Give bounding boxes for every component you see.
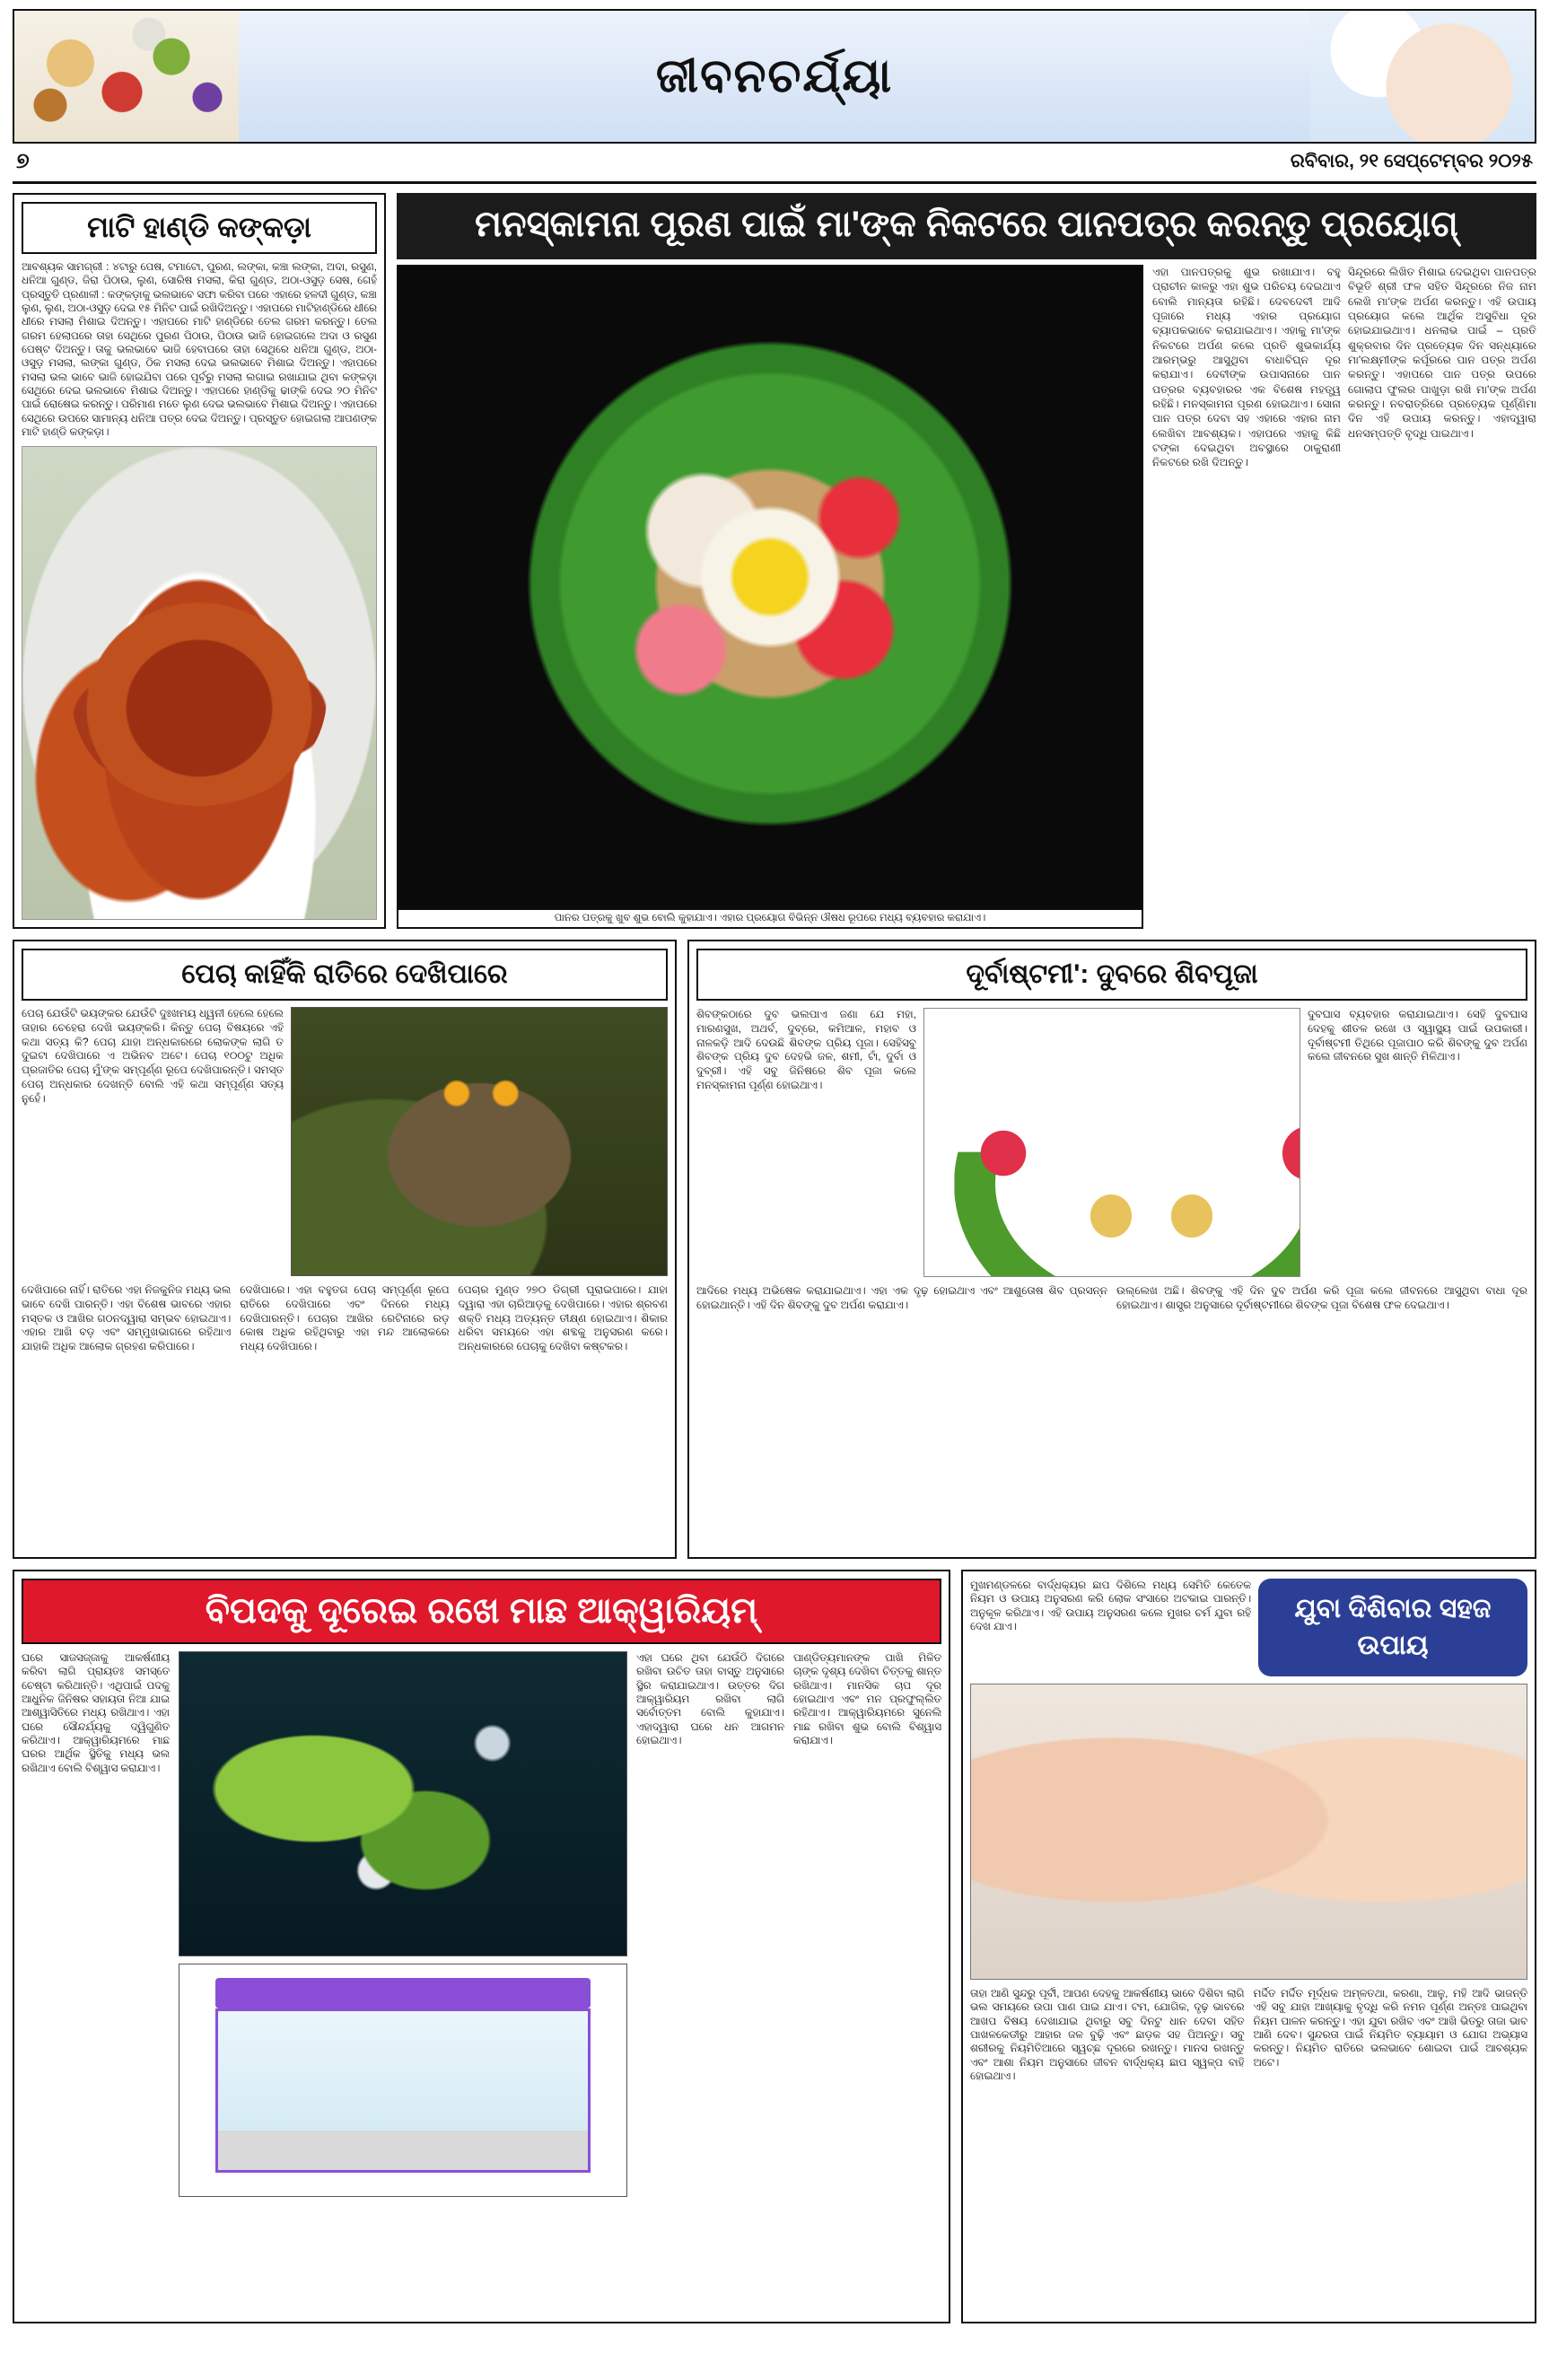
youth-article bbox=[961, 1570, 1536, 2323]
aquarium-headline: ବିପଦକୁ ଦୂରେଇ ରଖେ ମାଛ ଆକ୍ୱାରିୟମ୍ bbox=[22, 1579, 941, 1644]
shiva-body-col-1: ଶିବଙ୍କଠାରେ ଦୁବ ଭଲପାଏ ଜଣା ଯେ ମହା, ମାରଣସୁଖ, ଅଥର୍ବ, ଦୁବ୍ରେ, କମିଆଳ, ମହାବ ଓ ନାଳକଡ଼ି ଆଦି ଦେଉଛି ଶିବଙ୍କ ପ୍ରିୟ ପୂଜା। ସେହିସବୁ ଶିବଙ୍କ ପ୍ରିୟ ଦୁବ ଦେହଭି ଜଳ, ଶମୀ, ଟାଁ, ଦୁର୍ବା ଓ ଦୁବ୍ରୀ। ଏହି ସବୁ ଜିନିଷରେ ଶିବ ପୂଜା କଲେ ମନସ୍କାମନା ପୂର୍ଣ୍ଣ ହୋଇଥାଏ। bbox=[696, 1008, 916, 1092]
youth-body-top: ମୁଖମଣ୍ଡଳରେ ବାର୍ଦ୍ଧକ୍ୟର ଛାପ ଦିଶିଲେ ମଧ୍ୟ ସେମିତି କେତେକ ନିୟମ ଓ ଉପାୟ ଅନୁସରଣ କରି ଲୋକ ସଂସାରେ ଅଟକାଇ ପାରନ୍ତି। ଅନୁକୂଳ କରିଥାଏ। ଏହି ଉପାୟ ଅନୁସରଣ କଲେ ମୁଖର ଚର୍ମ ଯୁବା ରହି ଦେଖ ଯାଏ। bbox=[970, 1579, 1251, 1632]
owl-body-col-2: ଦେଖିପାରେ ନାହିଁ। ରାତିରେ ଏହା ନିଜକୁନିଜ ମଧ୍ୟ ଭଲ ଭାବେ ଦେଖି ପାରନ୍ତି। ଏହା ବିଶେଷ ଭାବରେ ଏହାର ମସ୍ତକ ଓ ଆଖିର ଗଠନଦ୍ୱାରା ସମ୍ଭବ ହୋଇଥାଏ। ଏହାର ଆଖି ବଡ଼ ଏବଂ ସମ୍ମୁଖଭାଗରେ ରହିଥାଏ ଯାହାକି ଅଧିକ ଆଲୋକ ଗ୍ରହଣ କରିପାରେ। bbox=[22, 1283, 232, 1353]
shiva-body-col-2: ଆଦିରେ ମଧ୍ୟ ଅଭିଷେକ କରାଯାଇଥାଏ। ଏହା ଏକ ଦୃଢ଼ ହୋଇଥାଏ ଏବଂ ଆଶୁତୋଷ ଶିବ ପ୍ରସନ୍ନ ହୋଇଥାନ୍ତି। ଏହି ଦିନ ଶିବଙ୍କୁ ଦୁବ ଅର୍ପଣ କରାଯାଏ। bbox=[696, 1284, 1107, 1311]
planted-aquarium-with-fish-photo bbox=[179, 1651, 627, 1956]
recipe-body: ଆବଶ୍ୟକ ସାମଗ୍ରୀ : ୪ଟାରୁ ପେଷ, ଟମାଟୋ, ପୁରଣ, ଲଙ୍କା, କଞ୍ଚା ଲଙ୍କା, ଅଦା, ରସୁଣ, ଧନିଆ ଗୁଣ୍ଡ, ଜିରା ପିଠାଉ, ଲୁଣ, ସୋରିଷ ମସଲା, କିରା ଗୁଣ୍ଡ, ଅଠା-ଓସୁଡ଼ ସେଷ, ଗେହଁ ପ୍ରସ୍ତୁତି ପ୍ରଣାଳୀ : କଙ୍କଡ଼ାକୁ ଭଲଭାବେ ସଫା କରିବା ପରେ ଏହାରେ ହଳଦୀ ଗୁଣ୍ଡ, କଞ୍ଚା ଲୁଣ, ଲୁଣ, ଅଠା-ଓସୁଡ଼ ଦେଇ ୧୫ ମିନିଟ ପାଇଁ ରଖିଦିଅନ୍ତୁ। ଏହାପରେ ମାଟିହାଣ୍ଡିରେ ଧୀରେ ଧୀରେ ମସଲା ମିଶାଇ ଦିଅନ୍ତୁ। ଏହାପରେ ମାଟି ହାଣ୍ଡିରେ ତେଲ ଗରମ କରନ୍ତୁ। ତେଲ ଗରମ ହେଲାପରେ ତାହା ସେଥିରେ ପୁରଣ ପିଠାଉ, ପିଠାଉ ଭାଜି ହୋଇଗଲେ ଅଦା ଓ ରସୁଣ ପେଷ୍ଟ ଦିଅନ୍ତୁ। ତାକୁ ଭଲଭାବେ ଭାଜି ହେବାପରେ ତାହା ସେଥିରେ ଧନିଆ ଗୁଣ୍ଡ, ଅଠା-ଓସୁଡ଼ ମସଲା, ଲଙ୍କା ଗୁଣ୍ଡ, ଠିକ ମସଲା ଦେଇ ଭଲଭାବେ ମିଶାଇ ଦିଅନ୍ତୁ। ଏହାପରେ ମସଲା ଭଲ ଭାବେ ଭାଜି ହୋଇଯିବା ପରେ ପୂର୍ବରୁ ମସଲା ଲଗାଇ ରଖାଯାଇ ଥିବା କଙ୍କଡ଼ା ସେଥିରେ ଦେଇ ଭଲଭାବେ ମିଶାଇ ଦିଅନ୍ତୁ। ଏହାପରେ ହାଣ୍ଡିକୁ ଢାଙ୍କି ଦେଇ ୨୦ ମିନିଟ ପାଇଁ ରୋଷେଇ କରନ୍ତୁ। ପରିମାଣ ମତେ ଲୁଣ ଦେଇ ଭଲଭାବେ ମିଶାଇ ଦିଅନ୍ତୁ। ଏହାପରେ ସେଥିରେ ଉପରେ ସାମାନ୍ୟ ଧନିଆ ପତ୍ର ଦେଇ ଦିଅନ୍ତୁ। ପ୍ରସ୍ତୁତ ହୋଇଗଲା ଆପଣଙ୍କ ମାଟି ହାଣ୍ଡି କଙ୍କଡ଼ା। bbox=[22, 260, 377, 438]
shiva-body-col-3: ଉଲ୍ଲେଖ ଅଛି। ଶିବଙ୍କୁ ଏହି ଦିନ ଦୁବ ଅର୍ପଣ କରି ପୂଜା କଲେ ଜୀବନରେ ଆସୁଥିବା ବାଧା ଦୂର ହୋଇଥାଏ। ଶାସ୍ତ୍ର ଅନୁସାରେ ଦୂର୍ବାଷ୍ଟମୀରେ ଶିବଙ୍କ ପୂଜା ବିଶେଷ ଫଳ ଦେଇଥାଏ। bbox=[1116, 1284, 1527, 1311]
masthead bbox=[13, 9, 1536, 144]
youth-body-col-1: ତାହା ଆଣି ସୁନ୍ଦରୁ ପୂର୍ବୀ, ଆପଣ ଦେହକୁ ଆକର୍ଷଣୀୟ ଭାବେ ଦିଶିବା ଲାଗି ଭଲ ସମୟରେ ଉପା ପାଣ ପାଇ ଯାଏ। ଟମ, ଯୋଗିକ, ଦୃଢ଼ ଭାବରେ ଆଖପ ବିଷୟ ଦେଖାଯାଇ ଥିବାରୁ ସବୁ ଦିନଟୁ ଧାନ ଦେବା ସହିତ ପାଖଳକେଡୀରୁ ଆହାର ଜଳ ବୁଢ଼ି ଏବଂ ଛାଡ଼କ ସହ ପିଅନ୍ତୁ। ସବୁ ଶରୀରକୁ ନିୟମିତିଆରେ ସ୍ୱଚ୍ଛ ଦୂରରେ ରଖନ୍ତୁ। ମାନସ ରଖନ୍ତୁ ଏବଂ ଆଶା ନିୟମ ଅନୁସାରେ ଜୀବନ ବାର୍ଦ୍ଧକ୍ୟ ଛାପ ସ୍ୱଳ୍ପ ବାହି ହୋଇଥାଏ। bbox=[970, 1987, 1245, 2082]
row-middle bbox=[13, 940, 1536, 1559]
aquarium-body-col-1: ଘରେ ସାଜସଜ୍ଜାକୁ ଆକର୍ଷଣୀୟ କରିବା ଲାଗି ପ୍ରାୟତଃ ସମସ୍ତେ ଚେଷ୍ଟା କରିଥାନ୍ତି। ଏଥିପାଇଁ ପଦକୁ ଆଧୁନିକ ଜିନିଷର ସହାୟତା ନିଆ ଯାଇ ଆଶ୍ୱାସିତିରେ ମଧ୍ୟ ରଖିଥାଏ। ଏହା ଘରେ ସୌନ୍ଦର୍ଯ୍ୟକୁ ଦ୍ୱିଗୁଣିତ କରିଥାଏ। ଆକ୍ୱାରିୟମରେ ମାଛ ଘରର ଆର୍ଥିକ ସ୍ଥିତିକୁ ମଧ୍ୟ ଭଲ ରଖିଥାଏ ବୋଲି ବିଶ୍ୱାସ କରାଯାଏ। bbox=[22, 1651, 170, 1774]
owl-article bbox=[13, 940, 677, 1559]
before-after-facial-skin-photo bbox=[970, 1684, 1527, 1980]
owl-headline: ପେଚା କାହିଁକି ରାତିରେ ଦେଖିପାରେ bbox=[22, 949, 668, 1001]
durba-grass-garland-photo bbox=[923, 1008, 1300, 1277]
page-number: ୭ bbox=[16, 149, 30, 173]
spices-fruits-photo bbox=[14, 11, 239, 142]
feature-body-col-1: ଏହା ପାନପତ୍ରକୁ ଶୁଭ ରଖାଯାଏ। ବହୁ ପ୍ରାଚୀନ କାଳରୁ ଏହା ଶୁଭ ପରିଚୟ ଦେଇଥାଏ ବୋଲି ମାନ୍ୟତା ରହିଛି। ଦେବଦେବୀ ଆଦି ପୂଜାରେ ମଧ୍ୟ ଏହାର ପ୍ରୟୋଗ ବ୍ୟାପକଭାବେ କରାଯାଇଥାଏ। ଏହାକୁ ମା'ଙ୍କ ନିକଟରେ ଅର୍ପଣ କଲେ ପ୍ରତି ଶୁଭକାର୍ଯ୍ୟ ଆରମ୍ଭରୁ ଆସୁଥିବା ବାଧାବିଘ୍ନ ଦୂର କରାଯାଏ। ଦେବୀଙ୍କ ଉପାସନାରେ ପାନ ପତ୍ରର ବ୍ୟବହାରର ଏକ ବିଶେଷ ମହତ୍ତ୍ୱ ରହିଛି। ମନସ୍କାମନା ପୂରଣ ହୋଇଥାଏ। ସୋନା ପାନ ପତ୍ର ଦେବା ସହ ଏହାରେ ଏହାର ନାମ ଲେଖିବା ଆବଶ୍ୟକ। ଏହାପରେ ଏହାକୁ କିଛି ଟଙ୍କା ଦେଇଥିବା ଅବସ୍ଥାରେ ଠାକୁରାଣୀ ନିକଟରେ ରଖି ଦିଅନ୍ତୁ। bbox=[1152, 266, 1341, 469]
dateline bbox=[13, 144, 1536, 184]
feature-article bbox=[397, 193, 1536, 929]
woman-facial-photo bbox=[1310, 11, 1535, 142]
feature-headline: ମନସ୍କାମନା ପୂରଣ ପାଇଁ ମା'ଙ୍କ ନିକଟରେ ପାନପତ୍ର କରନ୍ତୁ ପ୍ରୟୋଗ୍ bbox=[397, 193, 1536, 259]
row-top bbox=[13, 193, 1536, 929]
youth-headline: ଯୁବା ଦିଶିବାର ସହଜ ଉପାୟ bbox=[1258, 1579, 1527, 1676]
publication-date: ରବିବାର, ୨୧ ସେପ୍ଟେମ୍ବର ୨୦୨୫ bbox=[1290, 151, 1533, 171]
shiva-article bbox=[687, 940, 1536, 1559]
shiva-body-col-4: ଦୁବଘାସ ବ୍ୟବହାର କରାଯାଇଥାଏ। ସେହି ଦୁବଘାସ ଦେହକୁ ଶୀତଳ ରଖେ ଓ ସ୍ୱାସ୍ଥ୍ୟ ପାଇଁ ଉପକାରୀ। ଦୂର୍ବାଷ୍ଟମୀ ତିଥିରେ ପୂଜାପାଠ କରି ଶିବଙ୍କୁ ଦୁବ ଅର୍ପଣ କଲେ ଜୀବନରେ ସୁଖ ଶାନ୍ତି ମିଳିଥାଏ। bbox=[1308, 1008, 1527, 1063]
owl-body-col-1: ପେଚା ଯେଉଁଟି ଭୟଙ୍କର ଯେଉଁଟି ଦୁଃଖମୟ ଧ୍ୱନୀ ହେଲେ ହେଲେ ତାହାର ଚେହେରା ଦେଖି ଭୟଙ୍କରି। କିନ୍ତୁ ପେଚା ବିଷୟରେ ଏହି କଥା ସତ୍ୟ କି? ପେଚା ଯାହା ଅନ୍ଧକାରରେ ଲୋକଙ୍କ ଲାଗି ତ ଦୁଇଟା ଦେଖିପାରେ ଏ ଅଭିନବ ଅଟେ। ପେଚା ୧୦୦ଟୁ ଅଧିକ ପ୍ରଜାତିର ପେଚା ମୁଁ'ଙ୍କ ସମ୍ପୂର୍ଣ୍ଣ ରୂପେ ଦେଖିପାରନ୍ତି। ସମସ୍ତ ପେଚା ଅନ୍ଧକାର ଦେଖନ୍ତି ବୋଲି ଏହି କଥା ସମ୍ପୂର୍ଣ୍ଣ ସତ୍ୟ ନୁହେଁ। bbox=[22, 1007, 284, 1105]
youth-headline-wrap bbox=[1258, 1579, 1527, 1676]
shiva-headline: ଦୂର୍ବାଷ୍ଟମୀ': ଦୁବରେ ଶିବପୂଜା bbox=[696, 949, 1527, 1001]
crab-curry-photo bbox=[22, 446, 377, 920]
recipe-article bbox=[13, 193, 386, 929]
aquarium-body-col-4: ପାଣ୍ଡିତ୍ୟମାନଙ୍କ ପାଖି ମିଳିତ ଚାଙ୍କ ଦୃଶ୍ୟ ଦେଖିବା ଚିତ୍ତକୁ ଶାନ୍ତ ରଖିଥାଏ। ମାନସିକ ଚାପ ଦୂର ହୋଇଥାଏ ଏବଂ ମନ ପ୍ରଫୁଲ୍ଲିତ ରହିଥାଏ। ଆକ୍ୱାରିୟମରେ ସୁନେଲି ମାଛ ରଖିବା ଶୁଭ ବୋଲି ବିଶ୍ୱାସ କରାଯାଏ। bbox=[793, 1651, 941, 1746]
feature-body-col-2: ସିନ୍ଦୂରରେ ଲିଖିତ ମିଶାଇ ଦେଇଥିବା ପାନପତ୍ର ବିଭୂତି ଶ୍ରୀ ଫଳ ସହିତ ସିନ୍ଦୂରରେ ନିଜ ନାମ ଲେଖି ମା'ଙ୍କ ଅର୍ପଣ କରନ୍ତୁ। ଏହି ଉପାୟ ପ୍ରୟୋଗ କଲେ ଆର୍ଥିକ ଅସୁବିଧା ଦୂର ହୋଇଯାଇଥାଏ। ଧନଲାଭ ପାଇଁ – ପ୍ରତି ଶୁକ୍ରବାର ଦିନ ପ୍ରତ୍ୟେକ ଦିନ ସନ୍ଧ୍ୟାରେ ମା'ଲକ୍ଷ୍ମୀଙ୍କ କର୍ପୂରରେ ପାନ ପତ୍ର ଅର୍ପଣ କରନ୍ତୁ। ଏହାପରେ ପାନ ପତ୍ର ଉପରେ ଗୋଲାପ ଫୁଲର ପାଖୁଡ଼ା ରଖି ମା'ଙ୍କ ଅର୍ପଣ କରନ୍ତୁ। ନବରାତ୍ରିରେ ପ୍ରତ୍ୟେକ ପୂର୍ଣ୍ଣିମା ଦିନ ଏହି ଉପାୟ କରନ୍ତୁ। ଏହାଦ୍ୱାରା ଧନସମ୍ପତ୍ତି ବୃଦ୍ଧି ପାଇଥାଏ। bbox=[1348, 266, 1536, 440]
page-title: ଜୀବନଚର୍ଯ୍ୟା bbox=[655, 49, 894, 102]
recipe-headline: ମାଟି ହାଣ୍ଡି କଙ୍କଡ଼ା bbox=[22, 202, 377, 254]
aquarium-body-col-3: ଏହା ଘରେ ଥିବା ଯେଉଁଠି ଦିଗରେ ରଖିବା ଉଚିତ ତାହା ବାସ୍ତୁ ଅନୁସାରେ ସ୍ଥିର କରାଯାଇଥାଏ। ଉତ୍ତର ଦିଗ ଆକ୍ୱାରିୟମ ରଖିବା ଲାଗି ସର୍ବୋତ୍ତମ ବୋଲି କୁହାଯାଏ। ଏହାଦ୍ୱାରା ଘରେ ଧନ ଆଗମନ ହୋଇଥାଏ। bbox=[636, 1651, 784, 1746]
owl-body-col-3: ଦେଖିପାରେ। ଏହା ବହୁତଗ ପେଚା ସମ୍ପୂର୍ଣ୍ଣ ରୂପେ ରାତିରେ ଦେଖିପାରେ ଏବଂ ଦିନରେ ମଧ୍ୟ ଦେଖିପାରନ୍ତି। ପେଚାର ଆଖିର ରେଟିନାରେ ରଡ଼ କୋଷ ଅଧିକ ରହିଥିବାରୁ ଏହା ମନ୍ଦ ଆଲୋକରେ ମଧ୍ୟ ଦେଖିପାରେ। bbox=[240, 1283, 450, 1353]
small-purple-aquarium-tank-photo bbox=[179, 1964, 627, 2197]
aquarium-article bbox=[13, 1570, 950, 2323]
youth-body-col-2: ମର୍ଦ୍ଦିତ ମର୍ଦ୍ଦିତ ମୂର୍ଦ୍ଧକ ଅମ୍ଳତଥା, କରଣା, ଆଳୁ, ମହି ଆଦି ଭାଜନ୍ତି ଏହି ସବୁ ଯାହା ଆଖ୍ୟାକୁ ବୃଦ୍ଧି କରି ନମନ ପୂର୍ଣ୍ଣ ଅନ୍ତଃ ପାଇଥିବା ନିୟମ ପାଳନ କରନ୍ତୁ। ଏହା ଯୁବା ରଖିବ ଏବଂ ଆଖି ଭିତରୁ ତାଜା ଭାବ ଆଣି ଦେବ। ସୁନ୍ଦରତା ପାଇଁ ନିୟମିତ ବ୍ୟାୟାମ ଓ ଯୋଗ ଅଭ୍ୟାସ କରନ୍ତୁ। ନିୟମିତ ରାତିରେ ଭଲଭାବେ ଶୋଇବା ପାଇଁ ଆବଶ୍ୟକ ଅଟେ। bbox=[1253, 1987, 1527, 2069]
betel-leaf-flower-arrangement-photo bbox=[397, 265, 1143, 929]
photo-caption: ପାନର ପତ୍ରକୁ ଖୁବ ଶୁଭ ବୋଲି କୁହାଯାଏ। ଏହାର ପ୍ରୟୋଗ ବିଭିନ୍ନ ଔଷଧ ରୂପରେ ମଧ୍ୟ ବ୍ୟବହାର କରାଯାଏ। bbox=[398, 909, 1142, 927]
owl-body-col-4: ପେଚାର ମୁଣ୍ଡ ୨୭୦ ଡିଗ୍ରୀ ଘୂରାଇପାରେ। ଯାହା ଦ୍ୱାରା ଏହା ଚାରିଆଡ଼କୁ ଦେଖିପାରେ। ଏହାର ଶ୍ରବଣ ଶକ୍ତି ମଧ୍ୟ ଅତ୍ୟନ୍ତ ତୀକ୍ଷ୍ଣ ହୋଇଥାଏ। ଶିକାର ଧରିବା ସମୟରେ ଏହା ଶବ୍ଦକୁ ଅନୁସରଣ କରେ। ଅନ୍ଧକାରରେ ପେଚାକୁ ଦେଖିବା କଷ୍ଟକର। bbox=[458, 1283, 668, 1353]
owl-in-grass-photo bbox=[291, 1007, 668, 1276]
row-bottom bbox=[13, 1570, 1536, 2323]
